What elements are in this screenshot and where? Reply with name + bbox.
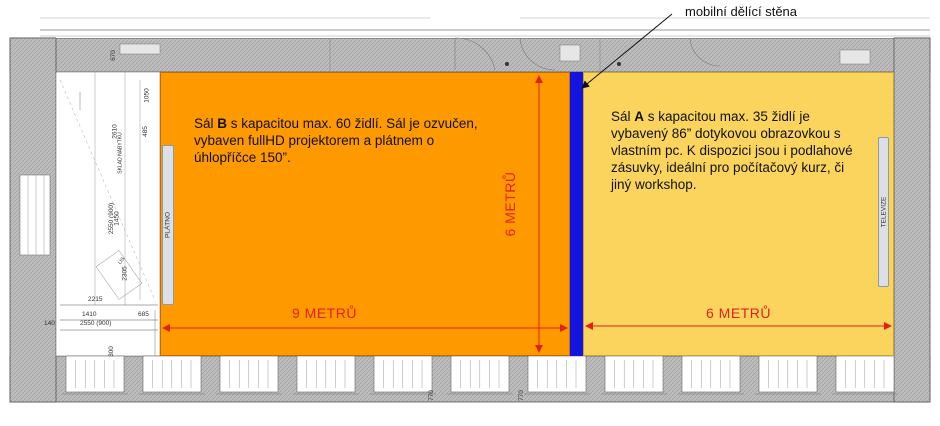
projection-screen xyxy=(162,145,174,305)
hall-b-letter: B xyxy=(217,116,228,131)
plan-dim-670: 670 xyxy=(109,50,117,61)
hall-b-depth-label: 6 METRŮ xyxy=(502,171,518,237)
partition-callout-label: mobilní dělící stěna xyxy=(685,4,798,19)
plan-dim-300: 300 xyxy=(107,346,115,357)
plan-dim-2610: 2610 xyxy=(111,124,119,139)
hall-a-width-label: 6 METRŮ xyxy=(706,305,771,321)
hall-b-description: Sál B s kapacitou max. 60 židlí. Sál je ozvučen, vybaven fullHD projektorem a plátnem o úhlopříčce 150”. xyxy=(194,116,478,165)
mobile-partition-wall xyxy=(570,72,583,356)
plan-dim-2215: 2215 xyxy=(88,296,103,303)
plan-dim-1050: 1050 xyxy=(143,88,151,103)
tv-label: TELEVIZE xyxy=(880,196,887,228)
plan-dim-685: 685 xyxy=(138,311,149,318)
wall-top xyxy=(10,38,930,72)
plan-dim-2305: 2305 xyxy=(121,266,129,281)
plan-dim-1450: 1450 xyxy=(113,211,121,226)
plan-label-lis: LIS xyxy=(117,256,127,266)
plan-dim-2550-a: 2550 (900) xyxy=(108,202,116,235)
plan-dim-2550-b: 2550 (900) xyxy=(80,320,112,327)
plan-dim-770-a: 770 xyxy=(427,390,435,401)
hall-a-letter: A xyxy=(634,109,645,124)
plan-label-storage: SKLAD NÁBYTKU xyxy=(117,132,124,174)
hall-a-description: Sál A s kapacitou max. 35 židlí je vybavený 86” dotykovou obrazovkou s vlastním pc. K dispozici jsou i podlahové zásuvky, ideální pro počítačový kurz, či jiný workshop. xyxy=(611,109,853,192)
screen-label: PLÁTNO xyxy=(164,211,172,239)
plan-dim-1410: 1410 xyxy=(82,311,97,318)
hall-b-width-label: 9 METRŮ xyxy=(292,305,357,321)
television xyxy=(878,137,889,287)
wall-right xyxy=(894,38,930,402)
plan-dim-140: 140 xyxy=(44,320,55,327)
plan-dim-770-b: 770 xyxy=(517,390,525,401)
plan-dim-485: 485 xyxy=(141,126,149,137)
